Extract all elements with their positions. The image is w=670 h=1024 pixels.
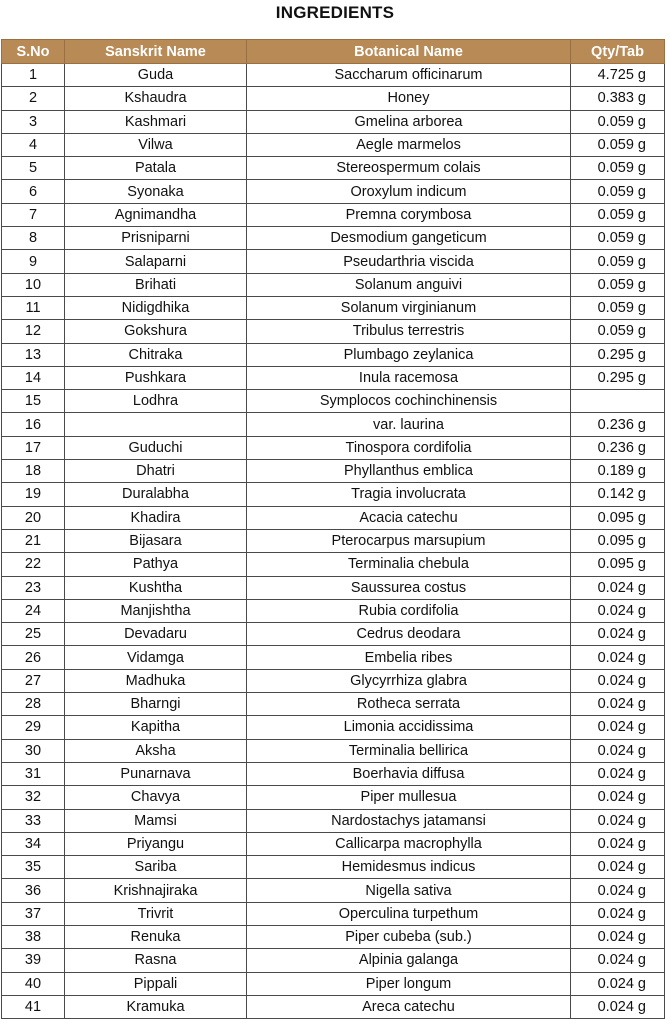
cell-qty: 0.059 g xyxy=(571,180,665,203)
cell-qty: 0.024 g xyxy=(571,669,665,692)
cell-sno: 18 xyxy=(2,460,65,483)
cell-sno: 15 xyxy=(2,390,65,413)
table-row xyxy=(2,576,665,599)
cell-sno: 25 xyxy=(2,623,65,646)
table-row xyxy=(2,762,665,785)
cell-qty: 0.059 g xyxy=(571,296,665,319)
cell-sanskrit-name: Kushtha xyxy=(65,576,247,599)
cell-sno: 39 xyxy=(2,949,65,972)
cell-qty: 0.059 g xyxy=(571,157,665,180)
table-row xyxy=(2,180,665,203)
cell-qty: 0.095 g xyxy=(571,553,665,576)
cell-sanskrit-name: Krishnajiraka xyxy=(65,879,247,902)
cell-qty: 0.024 g xyxy=(571,716,665,739)
cell-sno: 13 xyxy=(2,343,65,366)
cell-qty: 0.024 g xyxy=(571,762,665,785)
cell-qty: 0.024 g xyxy=(571,576,665,599)
cell-botanical-name: Honey xyxy=(247,87,571,110)
cell-botanical-name: Solanum virginianum xyxy=(247,296,571,319)
cell-qty: 0.059 g xyxy=(571,227,665,250)
cell-botanical-name: Terminalia bellirica xyxy=(247,739,571,762)
cell-botanical-name: Nigella sativa xyxy=(247,879,571,902)
cell-botanical-name: Tragia involucrata xyxy=(247,483,571,506)
table-row xyxy=(2,739,665,762)
cell-sanskrit-name: Sariba xyxy=(65,856,247,879)
table-row xyxy=(2,296,665,319)
cell-botanical-name: Embelia ribes xyxy=(247,646,571,669)
cell-botanical-name: Hemidesmus indicus xyxy=(247,856,571,879)
cell-sanskrit-name: Syonaka xyxy=(65,180,247,203)
cell-qty: 0.059 g xyxy=(571,203,665,226)
cell-sanskrit-name: Prisniparni xyxy=(65,227,247,250)
cell-botanical-name: Terminalia chebula xyxy=(247,553,571,576)
cell-botanical-name: Areca catechu xyxy=(247,995,571,1018)
cell-botanical-name: Limonia accidissima xyxy=(247,716,571,739)
cell-sno: 23 xyxy=(2,576,65,599)
cell-qty: 0.024 g xyxy=(571,972,665,995)
table-row xyxy=(2,902,665,925)
cell-sno: 17 xyxy=(2,436,65,459)
cell-sno: 34 xyxy=(2,832,65,855)
table-row xyxy=(2,133,665,156)
cell-botanical-name: Cedrus deodara xyxy=(247,623,571,646)
table-row xyxy=(2,925,665,948)
cell-botanical-name: Piper cubeba (sub.) xyxy=(247,925,571,948)
cell-sno: 11 xyxy=(2,296,65,319)
cell-sno: 19 xyxy=(2,483,65,506)
cell-sno: 29 xyxy=(2,716,65,739)
cell-qty: 0.024 g xyxy=(571,646,665,669)
ingredients-table xyxy=(1,39,665,1019)
table-row xyxy=(2,832,665,855)
cell-sanskrit-name: Renuka xyxy=(65,925,247,948)
table-row xyxy=(2,64,665,87)
cell-sanskrit-name: Pushkara xyxy=(65,366,247,389)
cell-sanskrit-name: Kramuka xyxy=(65,995,247,1018)
cell-qty: 0.189 g xyxy=(571,460,665,483)
table-body xyxy=(2,64,665,1019)
cell-botanical-name: Solanum anguivi xyxy=(247,273,571,296)
cell-qty: 0.024 g xyxy=(571,623,665,646)
cell-sanskrit-name: Vilwa xyxy=(65,133,247,156)
cell-qty: 0.024 g xyxy=(571,693,665,716)
cell-botanical-name: Stereospermum colais xyxy=(247,157,571,180)
table-row xyxy=(2,972,665,995)
cell-sno: 5 xyxy=(2,157,65,180)
table-row xyxy=(2,623,665,646)
cell-botanical-name: Premna corymbosa xyxy=(247,203,571,226)
table-row xyxy=(2,413,665,436)
cell-botanical-name: Glycyrrhiza glabra xyxy=(247,669,571,692)
cell-sanskrit-name: Guda xyxy=(65,64,247,87)
cell-sno: 1 xyxy=(2,64,65,87)
cell-qty: 0.059 g xyxy=(571,250,665,273)
cell-botanical-name: Aegle marmelos xyxy=(247,133,571,156)
cell-qty: 0.024 g xyxy=(571,995,665,1018)
cell-sanskrit-name xyxy=(65,413,247,436)
table-row xyxy=(2,786,665,809)
table-row xyxy=(2,716,665,739)
table-row xyxy=(2,506,665,529)
cell-sanskrit-name: Duralabha xyxy=(65,483,247,506)
cell-qty: 0.024 g xyxy=(571,902,665,925)
table-row xyxy=(2,227,665,250)
cell-qty: 0.024 g xyxy=(571,949,665,972)
cell-botanical-name: Rubia cordifolia xyxy=(247,599,571,622)
cell-sanskrit-name: Madhuka xyxy=(65,669,247,692)
cell-qty: 0.059 g xyxy=(571,133,665,156)
cell-sno: 10 xyxy=(2,273,65,296)
cell-sanskrit-name: Aksha xyxy=(65,739,247,762)
cell-sanskrit-name: Brihati xyxy=(65,273,247,296)
table-row xyxy=(2,669,665,692)
cell-sno: 32 xyxy=(2,786,65,809)
cell-sno: 27 xyxy=(2,669,65,692)
cell-sno: 30 xyxy=(2,739,65,762)
cell-botanical-name: Rotheca serrata xyxy=(247,693,571,716)
cell-sno: 26 xyxy=(2,646,65,669)
page-title: INGREDIENTS xyxy=(275,3,395,22)
cell-qty: 0.095 g xyxy=(571,529,665,552)
cell-qty: 0.236 g xyxy=(571,436,665,459)
cell-sanskrit-name: Trivrit xyxy=(65,902,247,925)
table-row xyxy=(2,273,665,296)
cell-qty: 0.024 g xyxy=(571,809,665,832)
cell-sno: 36 xyxy=(2,879,65,902)
cell-sanskrit-name: Mamsi xyxy=(65,809,247,832)
cell-sno: 2 xyxy=(2,87,65,110)
table-row xyxy=(2,460,665,483)
cell-qty: 0.236 g xyxy=(571,413,665,436)
cell-sanskrit-name: Manjishtha xyxy=(65,599,247,622)
cell-qty: 0.024 g xyxy=(571,786,665,809)
table-header xyxy=(2,40,665,64)
cell-sno: 9 xyxy=(2,250,65,273)
cell-botanical-name: Boerhavia diffusa xyxy=(247,762,571,785)
cell-sanskrit-name: Pippali xyxy=(65,972,247,995)
cell-sno: 14 xyxy=(2,366,65,389)
cell-botanical-name: Acacia catechu xyxy=(247,506,571,529)
cell-sanskrit-name: Salaparni xyxy=(65,250,247,273)
cell-sanskrit-name: Punarnava xyxy=(65,762,247,785)
cell-sno: 41 xyxy=(2,995,65,1018)
table-row xyxy=(2,87,665,110)
cell-sno: 12 xyxy=(2,320,65,343)
cell-qty: 0.024 g xyxy=(571,856,665,879)
cell-sanskrit-name: Kapitha xyxy=(65,716,247,739)
cell-sanskrit-name: Patala xyxy=(65,157,247,180)
cell-sno: 22 xyxy=(2,553,65,576)
table-row xyxy=(2,250,665,273)
cell-qty: 0.059 g xyxy=(571,110,665,133)
cell-qty: 0.059 g xyxy=(571,273,665,296)
cell-sanskrit-name: Priyangu xyxy=(65,832,247,855)
table-row xyxy=(2,693,665,716)
cell-sanskrit-name: Guduchi xyxy=(65,436,247,459)
cell-botanical-name: Plumbago zeylanica xyxy=(247,343,571,366)
cell-botanical-name: Operculina turpethum xyxy=(247,902,571,925)
table-row xyxy=(2,483,665,506)
cell-botanical-name: Oroxylum indicum xyxy=(247,180,571,203)
cell-qty: 0.059 g xyxy=(571,320,665,343)
cell-botanical-name: Pterocarpus marsupium xyxy=(247,529,571,552)
table-row xyxy=(2,809,665,832)
table-row xyxy=(2,343,665,366)
cell-sno: 35 xyxy=(2,856,65,879)
column-header-sno: S.No xyxy=(2,40,65,64)
cell-sno: 8 xyxy=(2,227,65,250)
table-row xyxy=(2,157,665,180)
table-row xyxy=(2,553,665,576)
cell-qty: 0.024 g xyxy=(571,739,665,762)
cell-sanskrit-name: Kshaudra xyxy=(65,87,247,110)
cell-sno: 16 xyxy=(2,413,65,436)
cell-sanskrit-name: Vidamga xyxy=(65,646,247,669)
cell-botanical-name: Symplocos cochinchinensis xyxy=(247,390,571,413)
cell-sno: 21 xyxy=(2,529,65,552)
cell-sanskrit-name: Chitraka xyxy=(65,343,247,366)
cell-qty: 0.024 g xyxy=(571,832,665,855)
cell-botanical-name: Piper mullesua xyxy=(247,786,571,809)
cell-sno: 38 xyxy=(2,925,65,948)
cell-botanical-name: Inula racemosa xyxy=(247,366,571,389)
table-row xyxy=(2,320,665,343)
cell-qty: 4.725 g xyxy=(571,64,665,87)
cell-qty: 0.024 g xyxy=(571,879,665,902)
cell-sanskrit-name: Chavya xyxy=(65,786,247,809)
cell-sno: 4 xyxy=(2,133,65,156)
table-row xyxy=(2,366,665,389)
cell-sno: 40 xyxy=(2,972,65,995)
cell-sanskrit-name: Nidigdhika xyxy=(65,296,247,319)
cell-sanskrit-name: Dhatri xyxy=(65,460,247,483)
cell-sno: 7 xyxy=(2,203,65,226)
cell-qty: 0.383 g xyxy=(571,87,665,110)
cell-sanskrit-name: Gokshura xyxy=(65,320,247,343)
column-header-sanskrit-name: Sanskrit Name xyxy=(65,40,247,64)
cell-qty: 0.024 g xyxy=(571,599,665,622)
cell-sno: 28 xyxy=(2,693,65,716)
table-row xyxy=(2,436,665,459)
cell-botanical-name: Tinospora cordifolia xyxy=(247,436,571,459)
cell-sno: 33 xyxy=(2,809,65,832)
column-header-qty-per-tab: Qty/Tab xyxy=(571,40,665,64)
cell-botanical-name: Nardostachys jatamansi xyxy=(247,809,571,832)
table-row xyxy=(2,390,665,413)
cell-sanskrit-name: Rasna xyxy=(65,949,247,972)
cell-qty: 0.095 g xyxy=(571,506,665,529)
cell-sanskrit-name: Agnimandha xyxy=(65,203,247,226)
table-row xyxy=(2,879,665,902)
cell-qty: 0.295 g xyxy=(571,366,665,389)
table-row xyxy=(2,949,665,972)
cell-botanical-name: Callicarpa macrophylla xyxy=(247,832,571,855)
header-row xyxy=(2,40,665,64)
cell-qty: 0.142 g xyxy=(571,483,665,506)
cell-sanskrit-name: Bharngi xyxy=(65,693,247,716)
table-row xyxy=(2,646,665,669)
table-row xyxy=(2,110,665,133)
table-row xyxy=(2,599,665,622)
cell-sanskrit-name: Lodhra xyxy=(65,390,247,413)
table-row xyxy=(2,203,665,226)
cell-sanskrit-name: Kashmari xyxy=(65,110,247,133)
cell-sanskrit-name: Devadaru xyxy=(65,623,247,646)
cell-botanical-name: Pseudarthria viscida xyxy=(247,250,571,273)
cell-botanical-name: Desmodium gangeticum xyxy=(247,227,571,250)
cell-botanical-name: Piper longum xyxy=(247,972,571,995)
table-row xyxy=(2,529,665,552)
cell-sno: 37 xyxy=(2,902,65,925)
table-row xyxy=(2,995,665,1018)
cell-botanical-name: Tribulus terrestris xyxy=(247,320,571,343)
cell-botanical-name: Gmelina arborea xyxy=(247,110,571,133)
cell-botanical-name: Phyllanthus emblica xyxy=(247,460,571,483)
cell-sanskrit-name: Bijasara xyxy=(65,529,247,552)
cell-sno: 20 xyxy=(2,506,65,529)
cell-sno: 3 xyxy=(2,110,65,133)
cell-sanskrit-name: Pathya xyxy=(65,553,247,576)
cell-sno: 6 xyxy=(2,180,65,203)
cell-qty: 0.295 g xyxy=(571,343,665,366)
cell-qty: 0.024 g xyxy=(571,925,665,948)
cell-qty xyxy=(571,390,665,413)
table-row xyxy=(2,856,665,879)
column-header-botanical-name: Botanical Name xyxy=(247,40,571,64)
cell-botanical-name: Saussurea costus xyxy=(247,576,571,599)
cell-botanical-name: Alpinia galanga xyxy=(247,949,571,972)
cell-sno: 24 xyxy=(2,599,65,622)
cell-botanical-name: Saccharum officinarum xyxy=(247,64,571,87)
cell-sno: 31 xyxy=(2,762,65,785)
cell-botanical-name: var. laurina xyxy=(247,413,571,436)
cell-sanskrit-name: Khadira xyxy=(65,506,247,529)
